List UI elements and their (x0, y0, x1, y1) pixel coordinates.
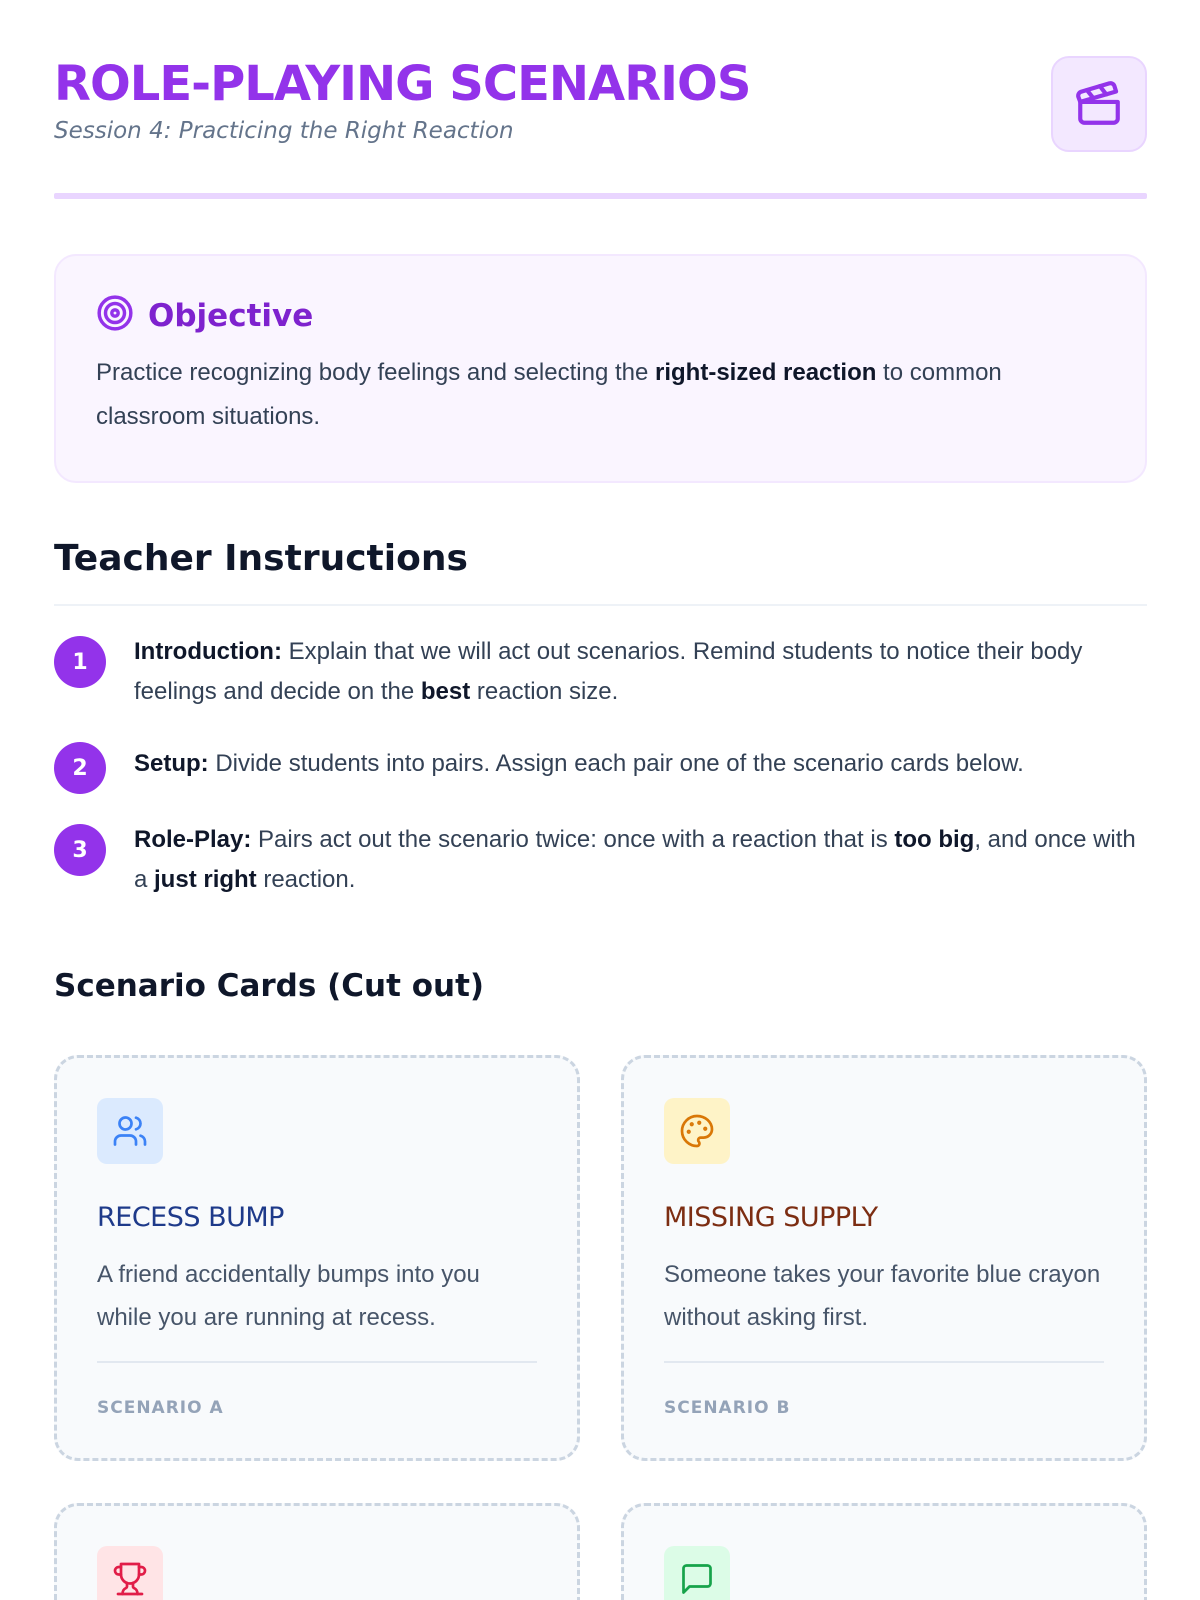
instructions-title: Teacher Instructions (54, 538, 468, 579)
message-square-icon (664, 1546, 730, 1600)
card-title: RECESS BUMP (97, 1202, 284, 1233)
scenario-card (54, 1055, 580, 1461)
card-text: A friend accidentally bumps into you while you are running at recess. (97, 1261, 480, 1331)
instruction-step (54, 820, 1147, 900)
target-icon (96, 294, 134, 337)
page-header (54, 54, 1147, 204)
objective-text: Practice recognizing body feelings and selecting the right-sized reaction to common classroom situations. (96, 359, 1002, 430)
step-text: Setup: Divide students into pairs. Assign each pair one of the scenario cards below. (134, 750, 1024, 777)
step-number: 3 (54, 824, 106, 876)
palette-icon (664, 1098, 730, 1164)
scenario-card (54, 1503, 580, 1600)
card-divider (97, 1361, 537, 1363)
scenario-card (621, 1503, 1147, 1600)
page-title: ROLE-PLAYING SCENARIOS (54, 56, 751, 112)
instruction-steps (54, 632, 1147, 900)
scenario-cards-title: Scenario Cards (Cut out) (54, 968, 485, 1004)
card-label: SCENARIO A (97, 1398, 224, 1418)
instructions-divider (54, 604, 1147, 606)
step-number: 1 (54, 636, 106, 688)
clapperboard-icon (1051, 56, 1147, 152)
page-subtitle: Session 4: Practicing the Right Reaction (54, 118, 514, 144)
users-icon (97, 1098, 163, 1164)
objective-box (54, 254, 1147, 483)
card-divider (664, 1361, 1104, 1363)
card-text: Someone takes your favorite blue crayon without asking first. (664, 1261, 1101, 1331)
instruction-step (54, 738, 1147, 794)
objective-title: Objective (148, 297, 314, 334)
scenario-card (621, 1055, 1147, 1461)
card-label: SCENARIO B (664, 1398, 791, 1418)
card-title: MISSING SUPPLY (664, 1202, 878, 1233)
step-text: Role-Play: Pairs act out the scenario twice: once with a reaction that is too big, and once with a just right reaction. (134, 826, 1136, 893)
header-divider (54, 193, 1147, 199)
trophy-icon (97, 1546, 163, 1600)
step-text: Introduction: Explain that we will act out scenarios. Remind students to notice their body feelings and decide on the best reaction size. (134, 638, 1083, 705)
instruction-step (54, 632, 1147, 712)
step-number: 2 (54, 742, 106, 794)
